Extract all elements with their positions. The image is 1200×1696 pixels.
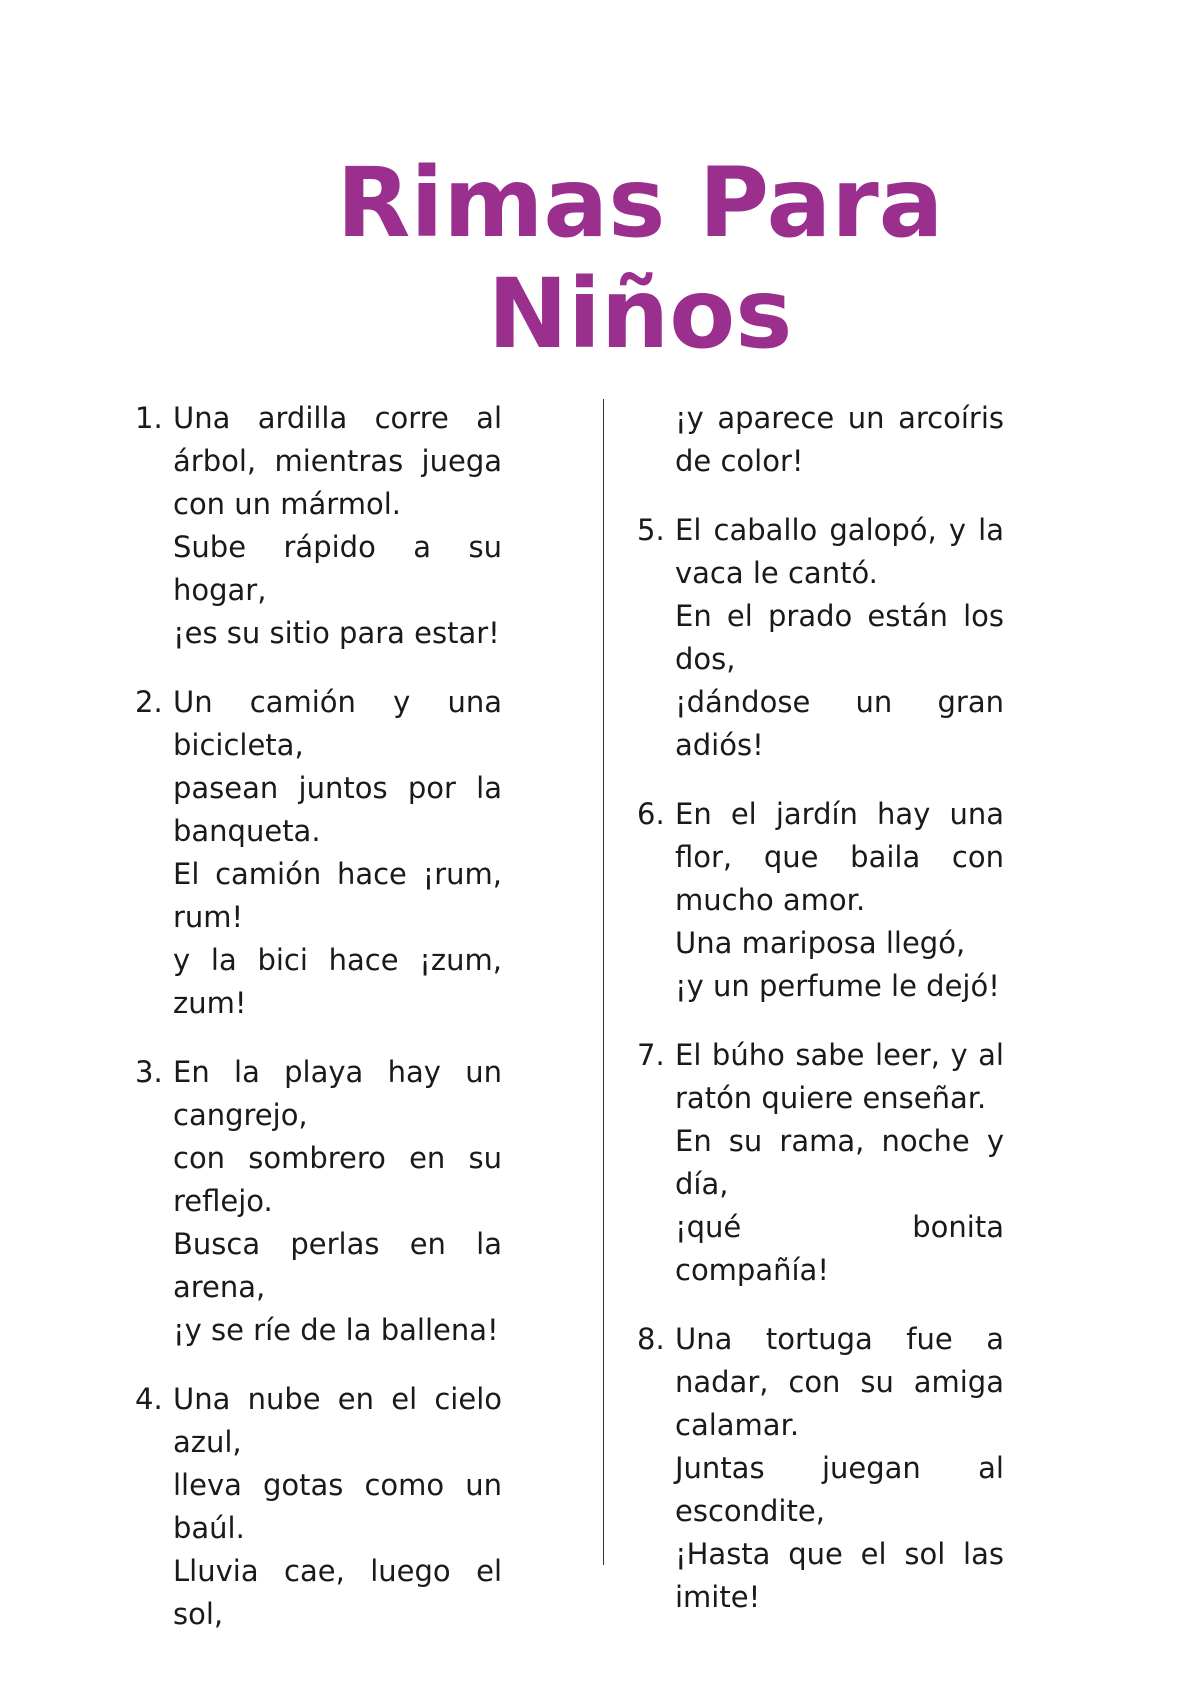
rhyme-line: ¡dándose un gran adiós! bbox=[675, 685, 1004, 762]
rhyme-line: Juntas juegan al escondite, bbox=[675, 1451, 1004, 1528]
rhyme-body bbox=[675, 509, 1004, 767]
rhyme-line: con sombrero en su reflejo. bbox=[173, 1141, 502, 1218]
rhyme-body bbox=[173, 397, 502, 655]
rhyme-number: 5. bbox=[637, 513, 665, 547]
rhyme-body bbox=[675, 793, 1004, 1008]
rhyme-5 bbox=[637, 509, 1004, 767]
rhyme-body bbox=[173, 681, 502, 1025]
rhyme-line: En el prado están los dos, bbox=[675, 599, 1004, 676]
rhyme-line: El búho sabe leer, y al ratón quiere enseñar. bbox=[675, 1038, 1004, 1115]
rhyme-line: Una tortuga fue a nadar, con su amiga calamar. bbox=[675, 1322, 1004, 1442]
rhyme-line: El caballo galopó, y la vaca le cantó. bbox=[675, 513, 1004, 590]
rhyme-number: 6. bbox=[637, 797, 665, 831]
rhyme-line: El camión hace ¡rum, rum! bbox=[173, 857, 502, 934]
rhyme-4-continuation: ¡y aparece un arcoíris de color! bbox=[675, 401, 1004, 478]
rhyme-line: Sube rápido a su hogar, bbox=[173, 530, 502, 607]
rhyme-2 bbox=[135, 681, 502, 1025]
rhyme-line: lleva gotas como un baúl. bbox=[173, 1468, 502, 1545]
page-title bbox=[0, 148, 1200, 370]
rhyme-body bbox=[675, 1034, 1004, 1292]
rhyme-line: En la playa hay un cangrejo, bbox=[173, 1055, 502, 1132]
column-divider bbox=[603, 399, 604, 1565]
rhyme-line: Un camión y una bicicleta, bbox=[173, 685, 502, 762]
rhyme-line: Lluvia cae, luego el sol, bbox=[173, 1554, 502, 1631]
rhyme-6 bbox=[637, 793, 1004, 1008]
title-line-1: Rimas Para bbox=[336, 147, 944, 259]
rhyme-line: y la bici hace ¡zum, zum! bbox=[173, 943, 502, 1020]
rhyme-number: 8. bbox=[637, 1322, 665, 1356]
rhyme-line: ¡es su sitio para estar! bbox=[173, 616, 500, 650]
right-column bbox=[637, 397, 1004, 1645]
rhyme-line: En el jardín hay una flor, que baila con mucho amor. bbox=[675, 797, 1004, 917]
rhyme-line: ¡y un perfume le dejó! bbox=[675, 969, 1000, 1003]
rhyme-body bbox=[173, 1378, 502, 1636]
rhyme-line: ¡Hasta que el sol las imite! bbox=[675, 1537, 1004, 1614]
rhyme-4 bbox=[135, 1378, 502, 1636]
rhyme-line: Busca perlas en la arena, bbox=[173, 1227, 502, 1304]
rhyme-line: Una ardilla corre al árbol, mientras juega con un mármol. bbox=[173, 401, 502, 521]
rhyme-line: Una nube en el cielo azul, bbox=[173, 1382, 502, 1459]
rhyme-8 bbox=[637, 1318, 1004, 1619]
rhyme-body bbox=[173, 1051, 502, 1352]
rhyme-line: ¡y se ríe de la ballena! bbox=[173, 1313, 499, 1347]
rhyme-7 bbox=[637, 1034, 1004, 1292]
rhyme-number: 3. bbox=[135, 1055, 163, 1089]
rhyme-line: ¡qué bonita compañía! bbox=[675, 1210, 1004, 1287]
rhyme-3 bbox=[135, 1051, 502, 1352]
rhyme-number: 4. bbox=[135, 1382, 163, 1416]
rhyme-line: Una mariposa llegó, bbox=[675, 926, 966, 960]
left-column bbox=[135, 397, 502, 1662]
rhyme-body bbox=[675, 1318, 1004, 1619]
rhyme-line: En su rama, noche y día, bbox=[675, 1124, 1004, 1201]
rhyme-1 bbox=[135, 397, 502, 655]
rhyme-number: 2. bbox=[135, 685, 163, 719]
title-line-2: Niños bbox=[487, 258, 793, 370]
rhyme-number: 7. bbox=[637, 1038, 665, 1072]
rhyme-line: pasean juntos por la banqueta. bbox=[173, 771, 502, 848]
rhyme-number: 1. bbox=[135, 401, 163, 435]
